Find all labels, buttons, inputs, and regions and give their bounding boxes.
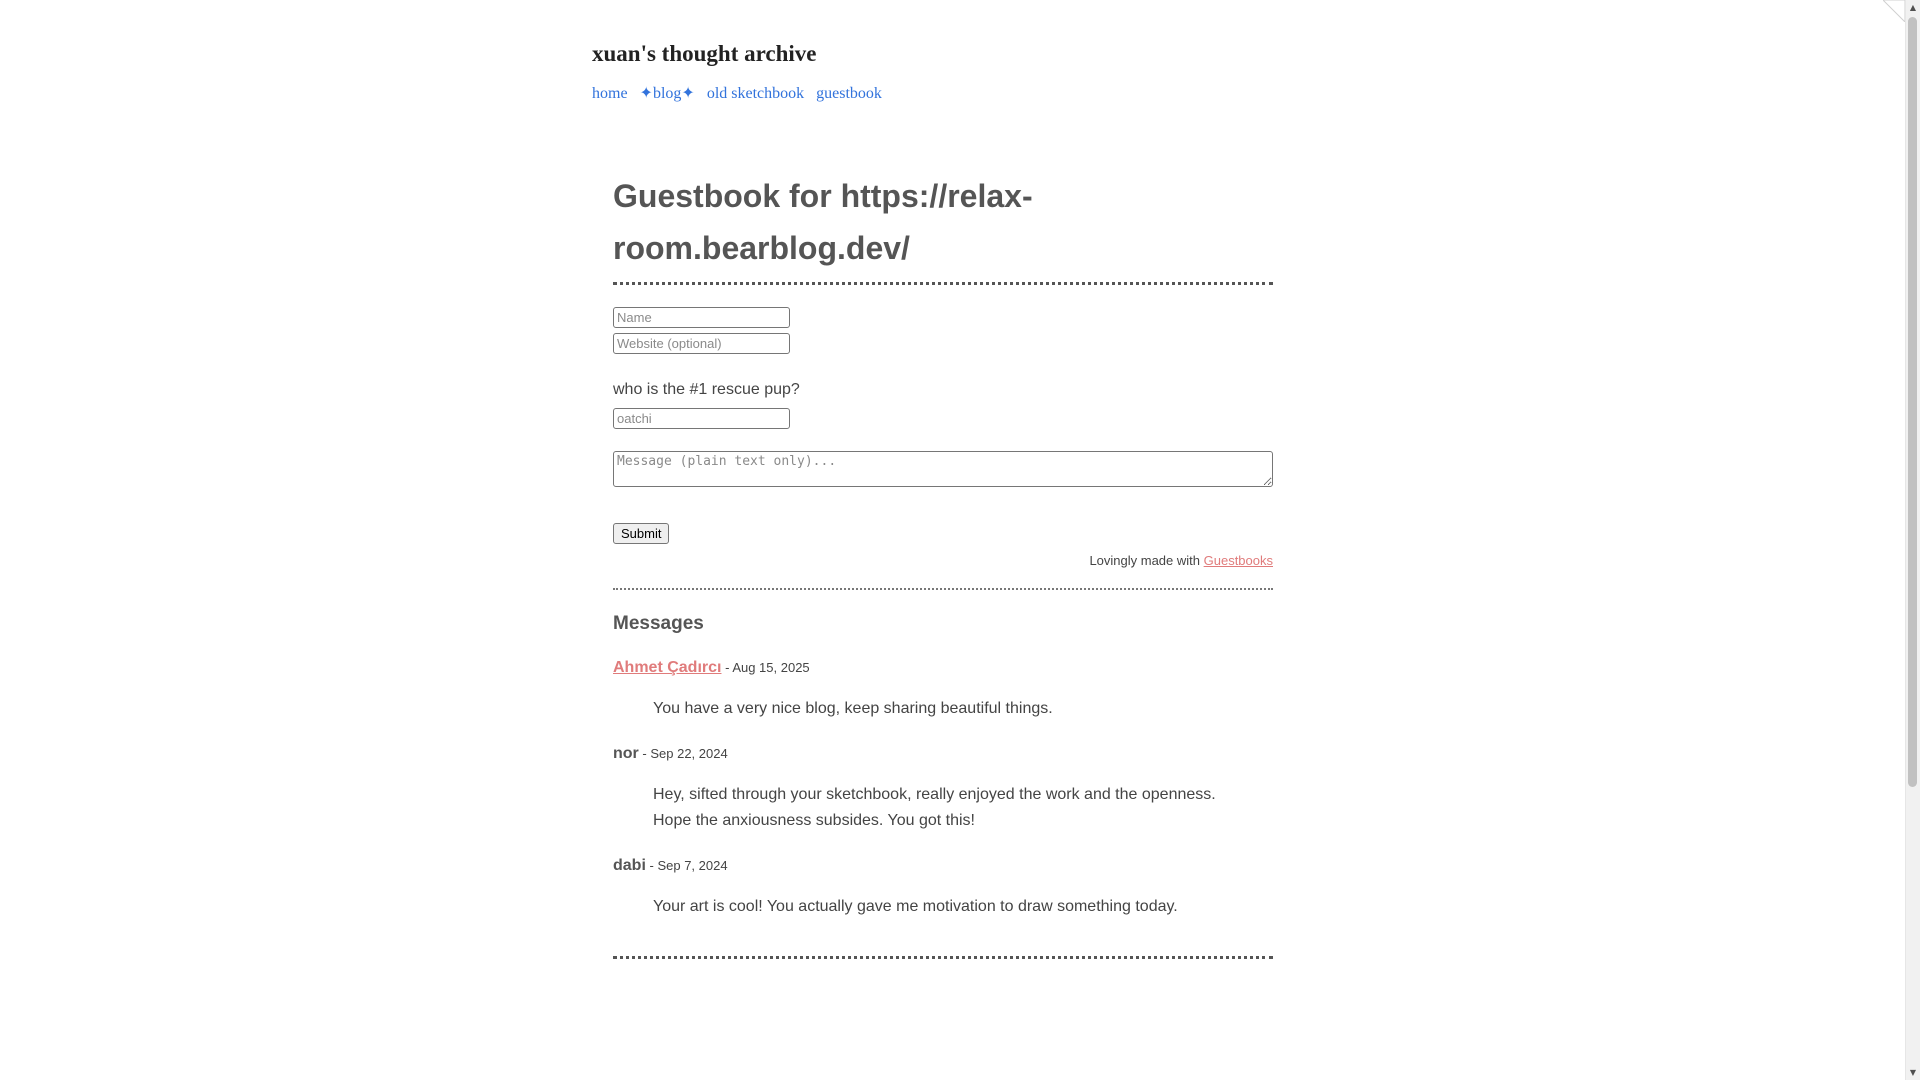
guestbook-panel bbox=[613, 170, 1273, 959]
guestbook-form bbox=[613, 307, 1273, 544]
entry-message bbox=[653, 696, 1233, 722]
nav-link-blog[interactable]: ✦blog✦ bbox=[639, 85, 695, 102]
nav-link-guestbook[interactable]: guestbook bbox=[816, 85, 882, 102]
entry-separator: - bbox=[721, 660, 733, 675]
site-header bbox=[592, 38, 1392, 106]
entry-message bbox=[653, 782, 1233, 834]
message-textarea[interactable] bbox=[613, 451, 1273, 487]
site-title[interactable]: xuan's thought archive bbox=[592, 41, 817, 66]
entry-message-line: Your art is cool! You actually gave me motivation to draw something today. bbox=[653, 898, 1178, 915]
message-entry bbox=[613, 658, 1273, 722]
challenge-answer-input[interactable] bbox=[613, 408, 790, 429]
entry-author: dabi bbox=[613, 857, 646, 874]
website-input[interactable] bbox=[613, 333, 790, 354]
site-nav bbox=[592, 82, 1392, 106]
nav-link-home[interactable]: home bbox=[592, 85, 628, 102]
entry-message-line: Hey, sifted through your sketchbook, really enjoyed the work and the openness. bbox=[653, 786, 1216, 803]
guestbook-title: Guestbook for https://relax-room.bearblog.dev/ bbox=[613, 170, 1273, 285]
guestbook-end-divider bbox=[613, 956, 1273, 959]
name-input[interactable] bbox=[613, 307, 790, 328]
entry-message-line: Hope the anxiousness subsides. You got this! bbox=[653, 812, 975, 829]
entry-date: Sep 22, 2024 bbox=[650, 746, 728, 761]
entry-date: Aug 15, 2025 bbox=[732, 660, 810, 675]
entry-header bbox=[613, 658, 1273, 678]
entry-message-line: You have a very nice blog, keep sharing beautiful things. bbox=[653, 700, 1053, 717]
entry-separator: - bbox=[645, 858, 658, 873]
message-entry bbox=[613, 744, 1273, 834]
guestbook-credit bbox=[613, 552, 1273, 590]
challenge-question: who is the #1 rescue pup? bbox=[613, 381, 800, 398]
message-entry bbox=[613, 856, 1273, 920]
nav-link-old-sketchbook[interactable]: old sketchbook bbox=[706, 85, 805, 102]
vertical-scrollbar[interactable] bbox=[1905, 0, 1920, 1080]
entry-author: nor bbox=[613, 745, 639, 762]
entry-author-link[interactable]: Ahmet Çadırcı bbox=[613, 659, 722, 676]
submit-button[interactable]: Submit bbox=[613, 523, 669, 544]
scroll-down-arrow-icon[interactable]: ▼ bbox=[1909, 1068, 1917, 1077]
entry-separator: - bbox=[638, 746, 651, 761]
credit-text: Lovingly made with bbox=[1089, 553, 1200, 568]
scrollbar-thumb[interactable] bbox=[1908, 17, 1917, 787]
entry-date: Sep 7, 2024 bbox=[657, 858, 728, 873]
entry-message bbox=[653, 894, 1233, 920]
guestbooks-link[interactable]: Guestbooks bbox=[1203, 553, 1273, 568]
messages-heading: Messages bbox=[613, 613, 704, 634]
page-corner-fold-icon bbox=[1883, 0, 1905, 22]
scroll-up-arrow-icon[interactable]: ▲ bbox=[1909, 3, 1917, 12]
entry-header bbox=[613, 744, 1273, 764]
entry-header bbox=[613, 856, 1273, 876]
